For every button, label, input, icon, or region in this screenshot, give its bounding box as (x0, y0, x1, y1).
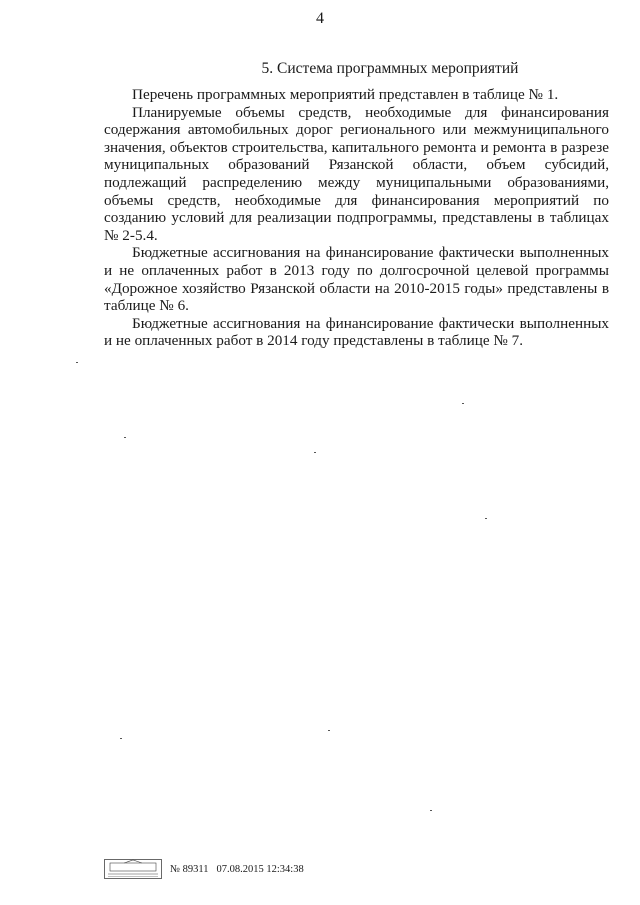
scan-speck (485, 518, 487, 519)
body-text (104, 86, 609, 350)
page-number: 4 (316, 10, 324, 27)
section-title: 5. Система программных мероприятий (261, 60, 519, 77)
scan-speck (124, 437, 126, 438)
paragraph-4: Бюджетные ассигнования на финансирование фактически выполненных и не оплаченных работ в 2014 году представлены в таблице № 7. (104, 314, 609, 350)
scan-speck (430, 810, 432, 811)
document-number: № 89311 (170, 863, 209, 875)
scan-speck (328, 730, 330, 731)
document-timestamp: 07.08.2015 12:34:38 (216, 863, 304, 875)
paragraph-3: Бюджетные ассигнования на финансирование фактически выполненных и не оплаченных работ в 2013 году по долгосрочной целевой программы «Дорожное хозяйство Рязанской области на 2010-2015 годы» представлены в таблице № 6. (104, 244, 609, 315)
paragraph-2: Планируемые объемы средств, необходимые для финансирования содержания автомобильных дорог регионального или межмуниципального значения, объектов строительства, капитального ремонта и ремонта в разрезе муниципальных образований Рязанской области, объем субсидий, подлежащий распределению между муниципальными образованиями, объемы средств, необходимые для финансирования мероприятий по созданию условий для реализации подпрограммы, представлены в таблицах № 2-5.4. (104, 103, 609, 244)
footer-stamp (104, 858, 304, 880)
scan-speck (76, 362, 78, 363)
paragraph-1: Перечень программных мероприятий представлен в таблице № 1. (132, 86, 559, 103)
scan-speck (120, 738, 122, 739)
scan-speck (314, 452, 316, 453)
crest-stamp-icon (104, 859, 162, 879)
scan-speck (462, 403, 464, 404)
